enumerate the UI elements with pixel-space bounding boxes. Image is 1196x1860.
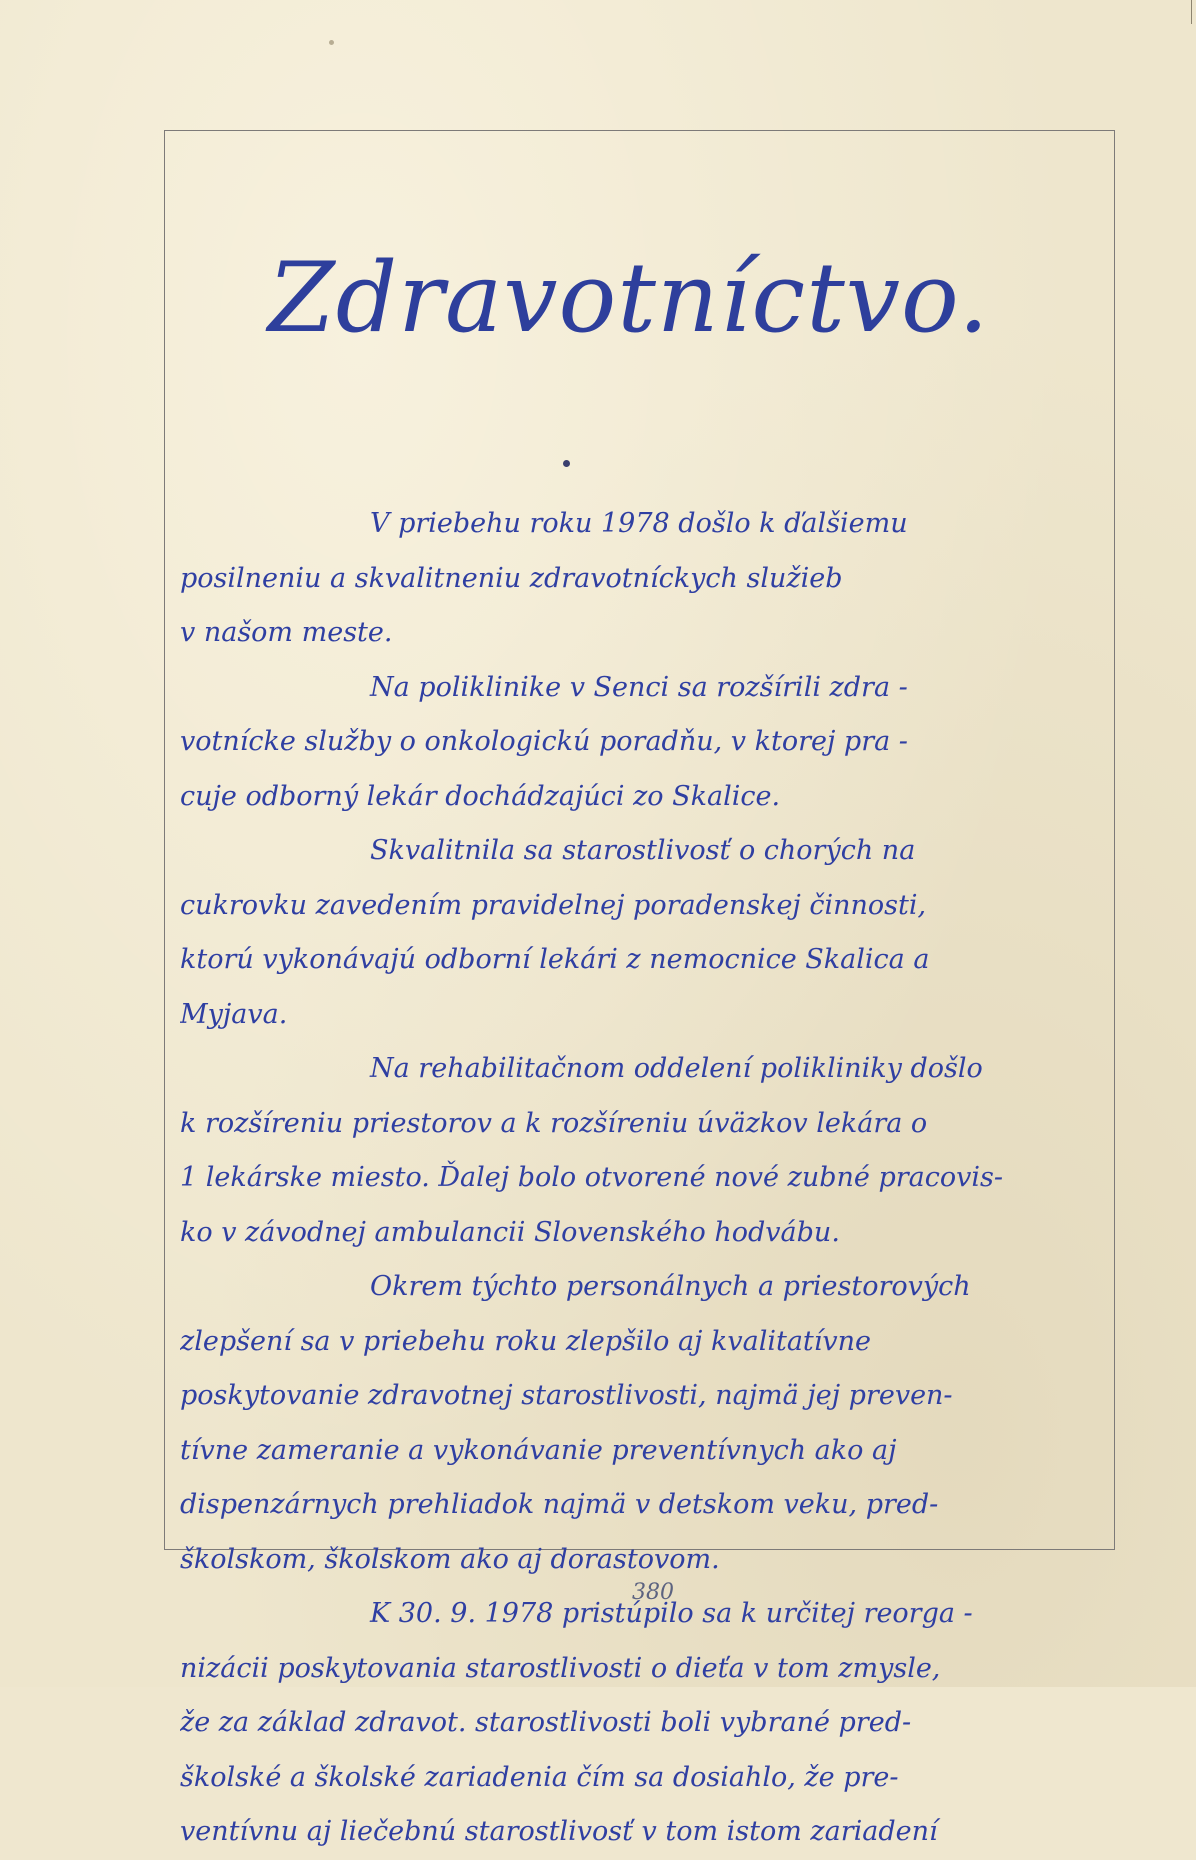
text-line: v našom meste.	[180, 617, 393, 648]
text-line: cukrovku zavedením pravidelnej poradenskej činnosti,	[180, 889, 927, 921]
text-line: Okrem týchto personálnych a priestorových	[370, 1271, 971, 1302]
page-number: 380	[632, 1580, 674, 1605]
text-line: V priebehu roku 1978 došlo k ďalšiemu	[370, 508, 908, 539]
text-line: ktorú vykonávajú odborní lekári z nemocnice Skalica a	[180, 944, 930, 975]
text-line: Myjava.	[180, 998, 288, 1030]
text-line: poskytovanie zdravotnej starostlivosti, najmä jej preven-	[180, 1380, 953, 1411]
text-line: školské a školské zariadenia čím sa dosiahlo, že pre-	[180, 1761, 899, 1793]
text-line: cuje odborný lekár dochádzajúci zo Skalice.	[180, 780, 781, 812]
text-line: dispenzárnych prehliadok najmä v detskom veku, pred-	[180, 1489, 939, 1520]
text-line: zlepšení sa v priebehu roku zlepšilo aj kvalitatívne	[180, 1325, 872, 1357]
text-line: ventívnu aj liečebnú starostlivosť v tom istom zariadení	[180, 1816, 938, 1847]
paper-speck	[329, 40, 334, 45]
text-line: K 30. 9. 1978 pristúpilo sa k určitej reorga -	[370, 1598, 973, 1629]
text-line: nizácii poskytovania starostlivosti o dieťa v tom zmysle,	[180, 1652, 941, 1684]
text-line: k rozšíreniu priestorov a k rozšíreniu úväzkov lekára o	[180, 1107, 928, 1139]
text-line: Skvalitnila sa starostlivosť o chorých na	[370, 835, 916, 866]
text-line: Na poliklinike v Senci sa rozšírili zdra -	[370, 671, 908, 703]
text-line: Na rehabilitačnom oddelení polikliniky došlo	[370, 1053, 983, 1084]
ink-dot	[563, 460, 570, 467]
page-title: Zdravotníctvo.	[268, 242, 990, 354]
text-line: ko v závodnej ambulancii Slovenského hodvábu.	[180, 1216, 840, 1248]
text-line: votnícke služby o onkologickú poradňu, v ktorej pra -	[180, 726, 908, 757]
text-line: že za základ zdravot. starostlivosti boli vybrané pred-	[180, 1707, 912, 1738]
handwritten-body	[180, 497, 1105, 1860]
page-edge-crease	[1191, 0, 1192, 24]
text-line: tívne zameranie a vykonávanie preventívnych ako aj	[180, 1434, 897, 1466]
text-line: školskom, školskom ako aj dorastovom.	[180, 1543, 720, 1575]
text-line: 1 lekárske miesto. Ďalej bolo otvorené nové zubné pracovis-	[180, 1162, 1003, 1193]
text-line: posilneniu a skvalitneniu zdravotníckych služieb	[180, 562, 843, 594]
